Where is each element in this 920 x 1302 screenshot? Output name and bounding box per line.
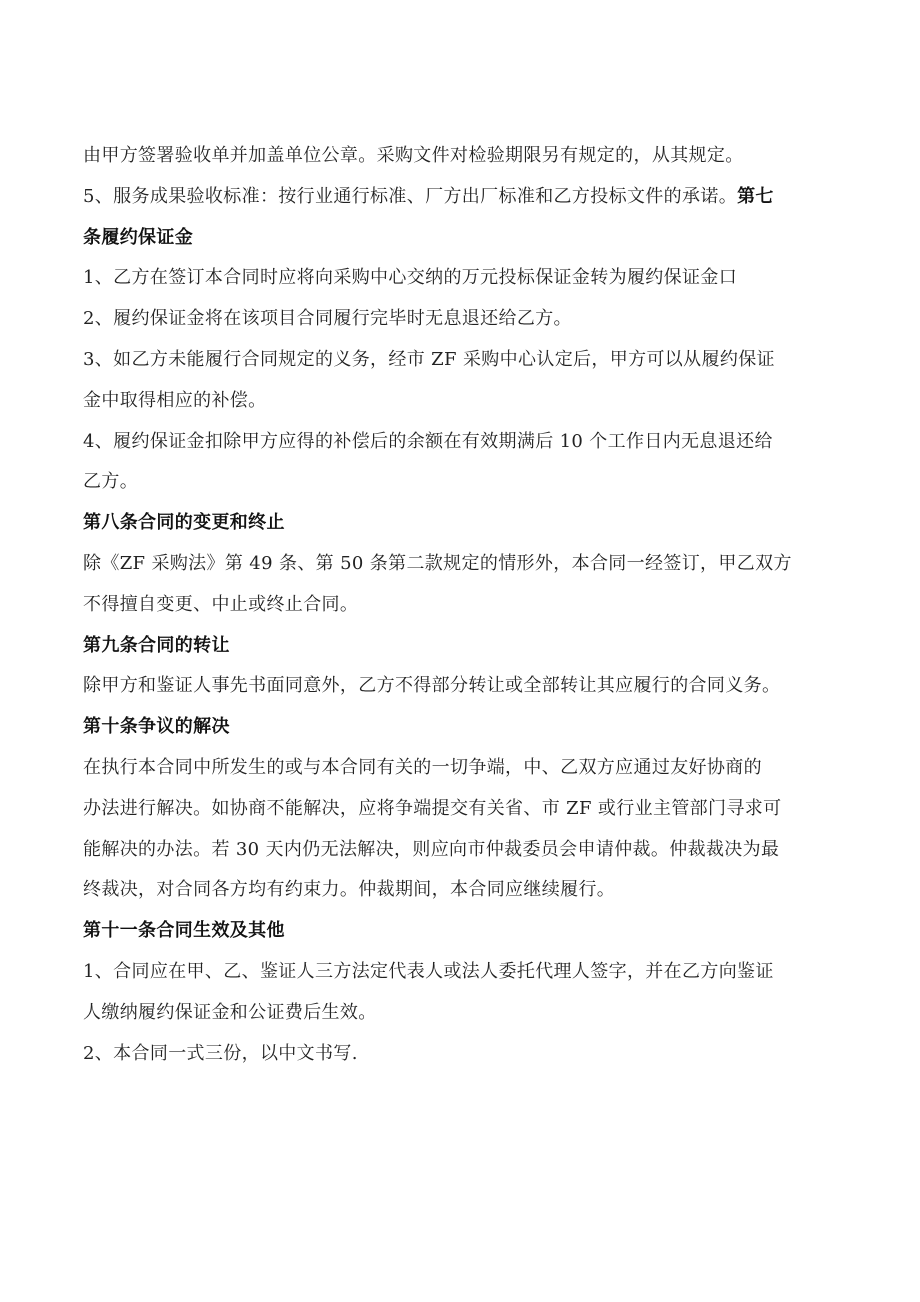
article-7-clause-4-line-2: 乙方。 [83, 471, 139, 493]
article-9-text: 除甲方和鉴证人事先书面同意外，乙方不得部分转让或全部转让其应履行的合同义务。 [83, 675, 781, 697]
article-7-clause-1: 1、乙方在签订本合同时应将向采购中心交纳的万元投标保证金转为履约保证金口 [83, 267, 738, 289]
article-7-clause-3-line-1: 3、如乙方未能履行合同规定的义务，经市 ZF 采购中心认定后，甲方可以从履约保证 [83, 348, 775, 370]
article-9-heading: 第九条合同的转让 [83, 634, 230, 656]
article-10-text-line-1: 在执行本合同中所发生的或与本合同有关的一切争端，中、乙双方应通过友好协商的 [83, 756, 762, 778]
clause-text: 5、服务成果验收标准：按行业通行标准、厂方出厂标准和乙方投标文件的承诺。 [83, 185, 738, 207]
article-10-text-line-4: 终裁决，对合同各方均有约束力。仲裁期间，本合同应继续履行。 [83, 879, 616, 901]
article-10-text-line-3: 能解决的办法。若 30 天内仍无法解决，则应向市仲裁委员会申请仲裁。仲裁裁决为最 [83, 838, 780, 860]
article-8-heading: 第八条合同的变更和终止 [83, 512, 285, 534]
article-7-clause-4-line-1: 4、履约保证金扣除甲方应得的补偿后的余额在有效期满后 10 个工作日内无息退还给 [83, 430, 773, 452]
article-11-clause-2: 2、本合同一式三份，以中文书写. [83, 1042, 358, 1064]
article-7-heading-end: 条履约保证金 [83, 226, 194, 248]
article-8-text-line-1: 除《ZF 采购法》第 49 条、第 50 条第二款规定的情形外，本合同一经签订，甲乙双方 [83, 552, 792, 574]
contract-page [83, 136, 843, 1074]
article-6-clause-4-tail: 由甲方签署验收单并加盖单位公章。采购文件对检验期限另有规定的，从其规定。 [83, 145, 744, 166]
article-8-text-line-2: 不得擅自变更、中止或终止合同。 [83, 593, 359, 615]
article-10-heading: 第十条争议的解决 [83, 716, 230, 738]
article-11-clause-1-line-2: 人缴纳履约保证金和公证费后生效。 [83, 1001, 377, 1023]
article-11-heading: 第十一条合同生效及其他 [83, 920, 285, 942]
article-7-heading-start: 第七 [737, 185, 774, 207]
article-6-clause-5 [83, 177, 843, 218]
article-7-clause-2: 2、履约保证金将在该项目合同履行完毕时无息退还给乙方。 [83, 308, 572, 330]
article-11-clause-1-line-1: 1、合同应在甲、乙、鉴证人三方法定代表人或法人委托代理人签字，并在乙方向鉴证 [83, 960, 774, 982]
article-10-text-line-2: 办法进行解决。如协商不能解决，应将争端提交有关省、市 ZF 或行业主管部门寻求可 [83, 797, 782, 819]
article-7-clause-3-line-2: 金中取得相应的补偿。 [83, 389, 267, 411]
